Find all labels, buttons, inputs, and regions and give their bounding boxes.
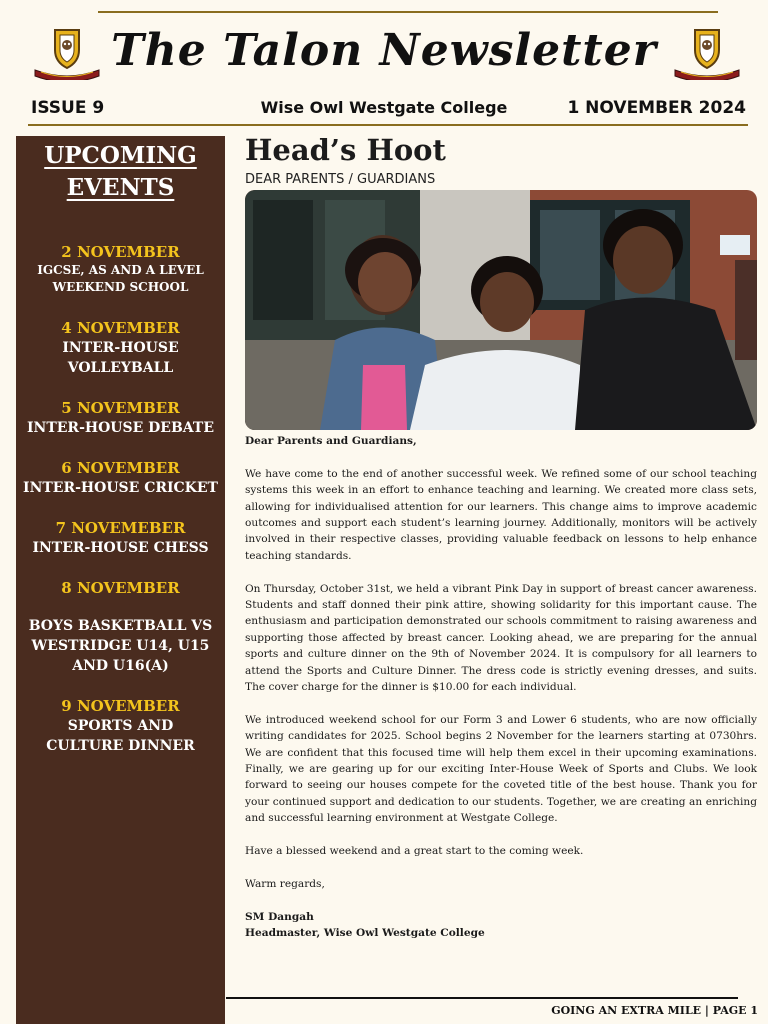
upcoming-events-sidebar [16,136,225,1024]
event-item [16,242,225,296]
school-crest-icon [671,26,743,80]
article-subtitle: DEAR PARENTS / GUARDIANS [245,172,436,187]
header-rule [28,124,748,126]
school-crest-icon [31,26,103,80]
event-item [16,398,225,438]
event-date: 6 NOVEMBER [61,459,180,477]
event-item [16,518,225,558]
event-date: 8 NOVEMBER [61,579,180,597]
letter-paragraph: We introduced weekend school for our Form 3 and Lower 6 students, who are now officially writing candidates for 2025. School begins 2 November for the learners starting at 0730hrs. We are confident that this focused time will help them excel in their upcoming examinations. Finally, we are gearing up for our exciting Inter-House Week of Sports and Clubs. We look forward to seeing our houses compete for the coveted title of the best house. Thank you for your continued support and dedication to our students. Together, we are creating an enriching and successful learning environment at Westgate College. [245,713,757,825]
heads-letter [245,433,757,942]
event-name: BOYS BASKETBALL VS WESTRIDGE U14, U15 AND U16(A) [28,618,213,674]
event-date: 9 NOVEMBER [61,697,180,715]
letter-paragraph: On Thursday, October 31st, we held a vibrant Pink Day in support of breast cancer awareness. Students and staff donned their pink attire, showing solidarity for this important cause. The enthusiasm and participation demonstrated our schools commitment to raising awareness and supporting those affected by breast cancer. Looking ahead, we are preparing for the annual sports and culture dinner on the 9th of November 2024. It is compulsory for all learners to attend the Sports and Culture Dinner. The dress code is strictly evening dresses, and suits. The cover charge for the dinner is $10.00 for each individual. [245,582,757,694]
students-photo [245,190,757,430]
event-name: INTER-HOUSE VOLLEYBALL [62,340,179,376]
issue-number: ISSUE 9 [31,98,105,118]
signatory-title: Headmaster, Wise Owl Westgate College [245,927,485,940]
top-rule [98,11,718,13]
event-name: IGCSE, AS AND A LEVEL WEEKEND SCHOOL [37,263,204,294]
event-date: 2 NOVEMBER [61,243,180,261]
signatory-name: SM Dangah [245,910,314,923]
event-date: 7 NOVEMEBER [55,519,186,537]
event-item [16,696,225,756]
letter-paragraph: We have come to the end of another successful week. We refined some of our school teaching systems this week in an effort to enhance teaching and learning. We created more class sets, allowing for individualised attention for our learners. This change aims to improve academic outcomes and support each student’s learning journey. Additionally, monitors will be actively involved in their respective classes, providing valuable feedback on lessons to help enhance teaching standards. [245,467,757,562]
article-title: Head’s Hoot [245,133,446,167]
newsletter-masthead: The Talon Newsletter [111,25,657,76]
issue-date: 1 NOVEMBER 2024 [567,98,746,118]
event-item [16,318,225,378]
closing: Warm regards, [245,877,325,890]
event-item [16,458,225,498]
event-name: INTER-HOUSE CRICKET [23,480,218,496]
event-date: 4 NOVEMBER [61,319,180,337]
college-name: Wise Owl Westgate College [260,98,508,117]
event-name: SPORTS AND CULTURE DINNER [46,718,195,754]
event-date: 5 NOVEMBER [61,399,180,417]
event-name: INTER-HOUSE CHESS [32,540,209,556]
salutation: Dear Parents and Guardians, [245,435,417,447]
event-item [16,578,225,676]
footer-rule [226,997,738,999]
event-name: INTER-HOUSE DEBATE [27,420,214,436]
letter-paragraph: Have a blessed weekend and a great start to the coming week. [245,845,584,858]
page-footer: GOING AN EXTRA MILE | PAGE 1 [551,1004,758,1017]
sidebar-title: UPCOMING EVENTS [44,142,197,201]
